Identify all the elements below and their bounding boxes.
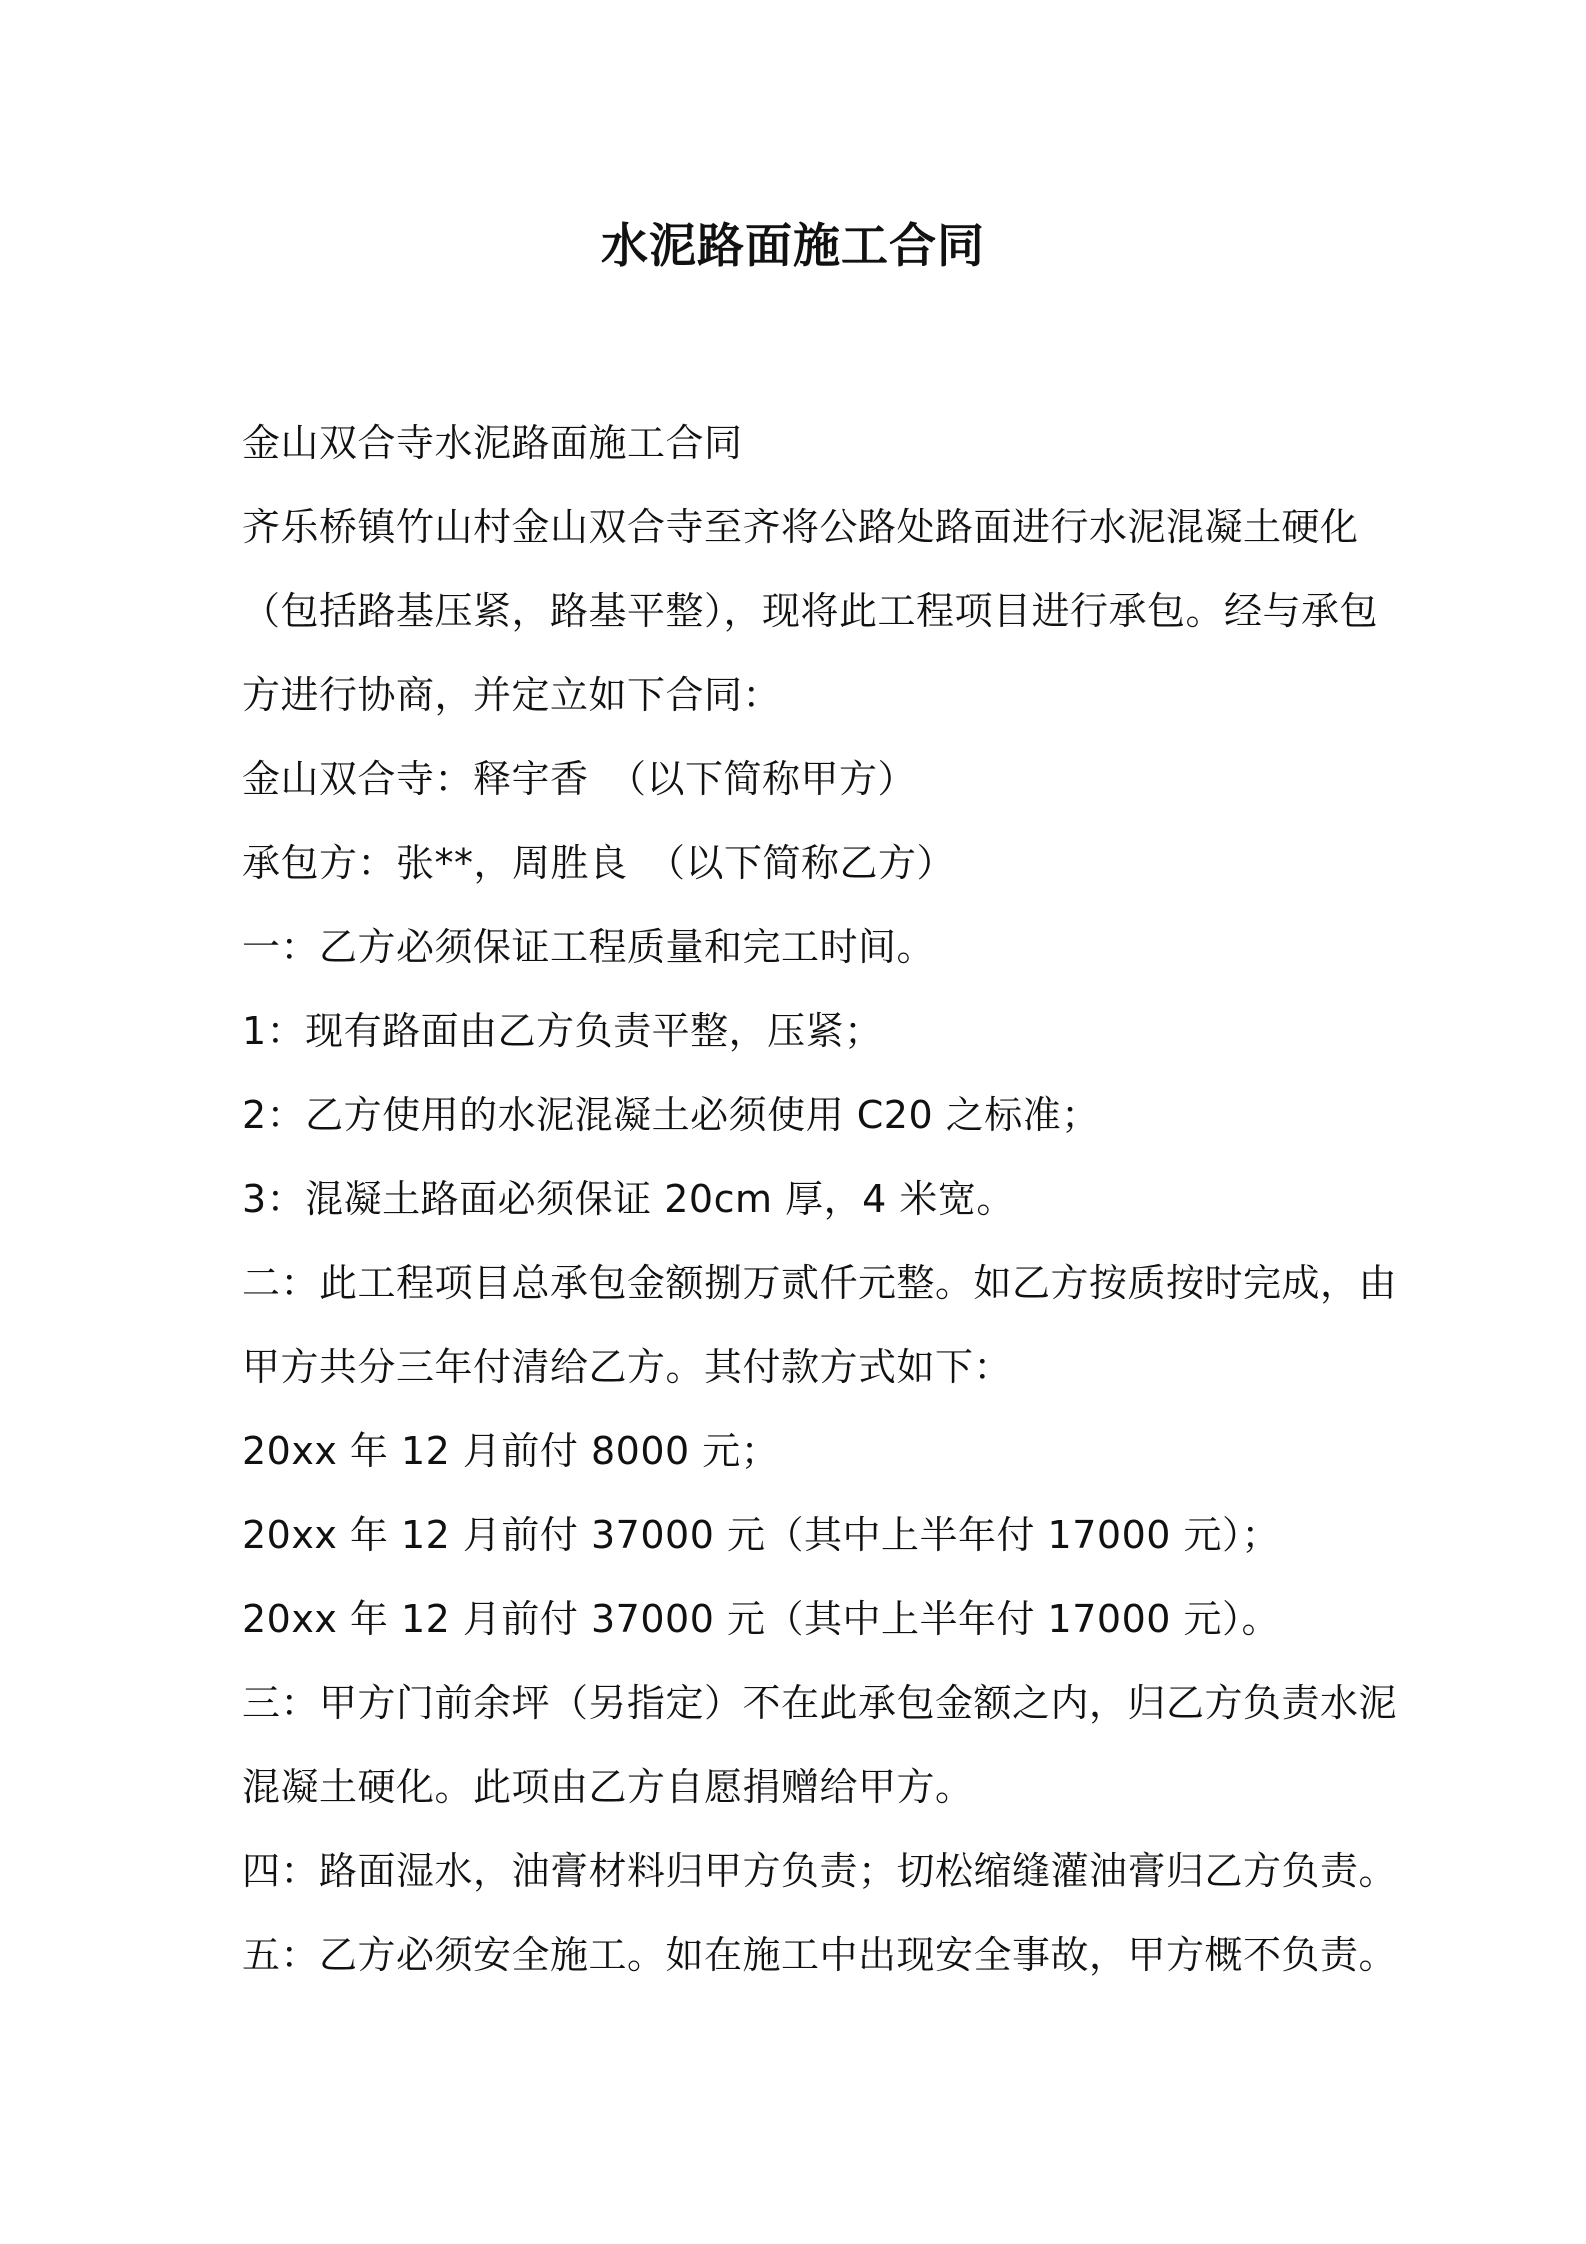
clause-1-item-2: 2：乙方使用的水泥混凝土必须使用 C20 之标准； [242, 1093, 1100, 1137]
clause-4-line: 四：路面湿水，油膏材料归甲方负责；切松缩缝灌油膏归乙方负责。 [242, 1849, 1398, 1893]
payment-line-3: 20xx 年 12 月前付 37000 元（其中上半年付 17000 元）。 [242, 1597, 1281, 1641]
document-body [242, 401, 1398, 1997]
clause-3-line-1: 三：甲方门前余坪（另指定）不在此承包金额之内，归乙方负责水泥 [242, 1681, 1398, 1725]
payment-line-1: 20xx 年 12 月前付 8000 元； [242, 1429, 780, 1473]
clause-1-item-3: 3：混凝土路面必须保证 20cm 厚，4 米宽。 [242, 1177, 1015, 1221]
project-description-line-1: 齐乐桥镇竹山村金山双合寺至齐将公路处路面进行水泥混凝土硬化 [242, 505, 1359, 549]
clause-2-line-2: 甲方共分三年付清给乙方。其付款方式如下： [242, 1345, 1013, 1389]
party-b-line: 承包方：张**，周胜良 （以下简称乙方） [242, 841, 956, 885]
party-a-line: 金山双合寺：释宇香 （以下简称甲方） [242, 757, 917, 801]
document-title: 水泥路面施工合同 [601, 219, 985, 274]
clause-1-item-1: 1：现有路面由乙方负责平整，压紧； [242, 1009, 883, 1053]
clause-3-line-2: 混凝土硬化。此项由乙方自愿捐赠给甲方。 [242, 1765, 974, 1809]
clause-1-heading: 一：乙方必须保证工程质量和完工时间。 [242, 925, 936, 969]
clause-5-line: 五：乙方必须安全施工。如在施工中出现安全事故，甲方概不负责。 [242, 1933, 1398, 1977]
payment-line-2: 20xx 年 12 月前付 37000 元（其中上半年付 17000 元）； [242, 1513, 1281, 1557]
clause-2-line-1: 二：此工程项目总承包金额捌万贰仟元整。如乙方按质按时完成，由 [242, 1261, 1398, 1305]
project-description-line-2: （包括路基压紧，路基平整），现将此工程项目进行承包。经与承包 [242, 589, 1379, 633]
project-description-line-3: 方进行协商，并定立如下合同： [242, 673, 782, 717]
contract-name-line: 金山双合寺水泥路面施工合同 [242, 421, 743, 465]
